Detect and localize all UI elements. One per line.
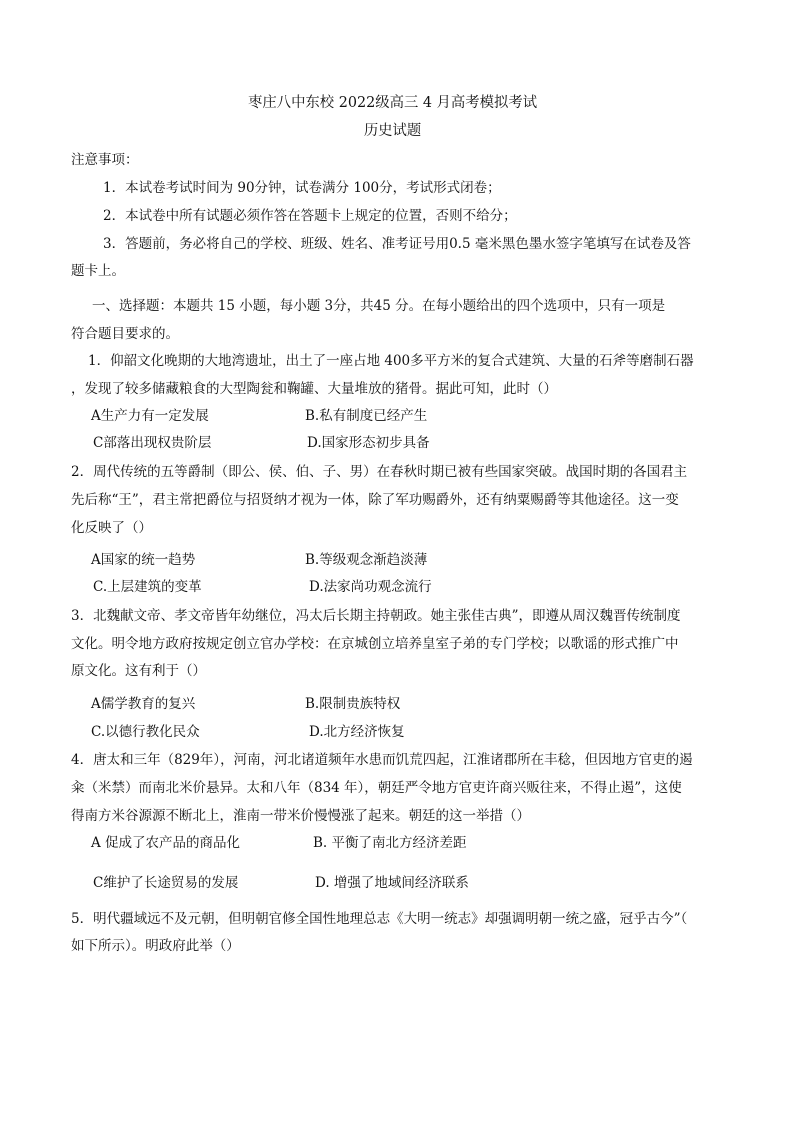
option-c: C.以德行教化民众	[91, 724, 200, 740]
option-b: B.私有制度已经产生	[305, 408, 428, 424]
question-text: 化反映了（）	[71, 520, 152, 536]
question-text: 3．北魏献文帝、孝文帝皆年幼继位，冯太后长期主持朝政。她主张佳古典”，即遵从周汉魏晋传统制度	[71, 608, 681, 624]
question-text: 1．仰韶文化晚期的大地湾遗址，出土了一座占地 400多平方米的复合式建筑、大量的石斧等磨制石器	[88, 353, 694, 369]
notice-item: 2．本试卷中所有试题必须作答在答题卡上规定的位置，否则不给分；	[103, 208, 517, 224]
question-text: 先后称“王”，君主常把爵位与招贤纳才视为一体，除了军功赐爵外，还有纳粟赐爵等其他途径。这一变	[71, 492, 679, 508]
option-d: D.北方经济恢复	[309, 724, 405, 740]
option-a: A 促成了农产品的商品化	[91, 835, 241, 851]
option-c: C维护了长途贸易的发展	[93, 875, 239, 891]
section-instruction: 符合题目要求的。	[71, 326, 179, 342]
notice-heading: 注意事项：	[71, 152, 139, 168]
option-b: B.限制贵族特权	[305, 696, 401, 712]
option-b: B.等级观念渐趋淡薄	[305, 552, 428, 568]
exam-subtitle: 历史试题	[363, 123, 422, 139]
notice-item: 1．本试卷考试时间为 90分钟，试卷满分 100分，考试形式闭卷；	[103, 180, 501, 196]
option-a: A国家的统一趋势	[91, 552, 196, 568]
question-text: 籴（米禁）而南北米价悬异。太和八年（834 年），朝廷严令地方官吏许商兴贩往来，不得止遏”，这使	[71, 780, 682, 796]
option-a: A生产力有一定发展	[91, 408, 209, 424]
notice-item: 题卡上。	[71, 263, 125, 279]
option-d: D.国家形态初步具备	[307, 435, 430, 451]
option-a: A儒学教育的复兴	[91, 696, 196, 712]
option-c: C部落出现权贵阶层	[93, 435, 212, 451]
option-d: D.法家尚功观念流行	[309, 579, 432, 595]
question-text: ，发现了较多储藏粮食的大型陶瓮和鞠罐、大量堆放的猪骨。据此可知，此时（）	[71, 381, 557, 397]
question-text: 4．唐太和三年（829年），河南，河北诸道频年水患而饥荒四起，江淮诸郡所在丰稔，但因地方官吏的遏	[71, 752, 693, 768]
question-text: 如下所示）。明政府此举（）	[71, 938, 240, 954]
section-instruction: 一、选择题：本题共 15 小题，每小题 3分，共45 分。在每小题给出的四个选项中，只有一项是	[92, 298, 666, 314]
option-d: D. 增强了地域间经济联系	[315, 875, 469, 891]
option-b: B. 平衡了南北方经济差距	[313, 835, 467, 851]
option-c: C.上层建筑的变革	[93, 579, 202, 595]
question-text: 5．明代疆域远不及元朝，但明朝官修全国性地理总志《大明一统志》却强调明朝一统之盛，冠乎古今”（	[71, 911, 688, 927]
exam-title: 枣庄八中东校 2022级高三 4 月高考模拟考试	[248, 95, 538, 111]
question-text: 原文化。这有利于（）	[71, 663, 206, 679]
notice-item: 3．答题前，务必将自己的学校、班级、姓名、准考证号用0.5 毫米黑色墨水签字笔填写在试卷及答	[103, 236, 691, 252]
question-text: 得南方米谷源源不断北上，淮南一带米价慢慢涨了起来。朝廷的这一举措（）	[71, 808, 530, 824]
question-text: 文化。明令地方政府按规定创立官办学校：在京城创立培养皇室子弟的专门学校；以歌谣的形式推广中	[71, 636, 679, 652]
question-text: 2．周代传统的五等爵制（即公、侯、伯、子、男）在春秋时期已被有些国家突破。战国时期的各国君主	[71, 464, 688, 480]
